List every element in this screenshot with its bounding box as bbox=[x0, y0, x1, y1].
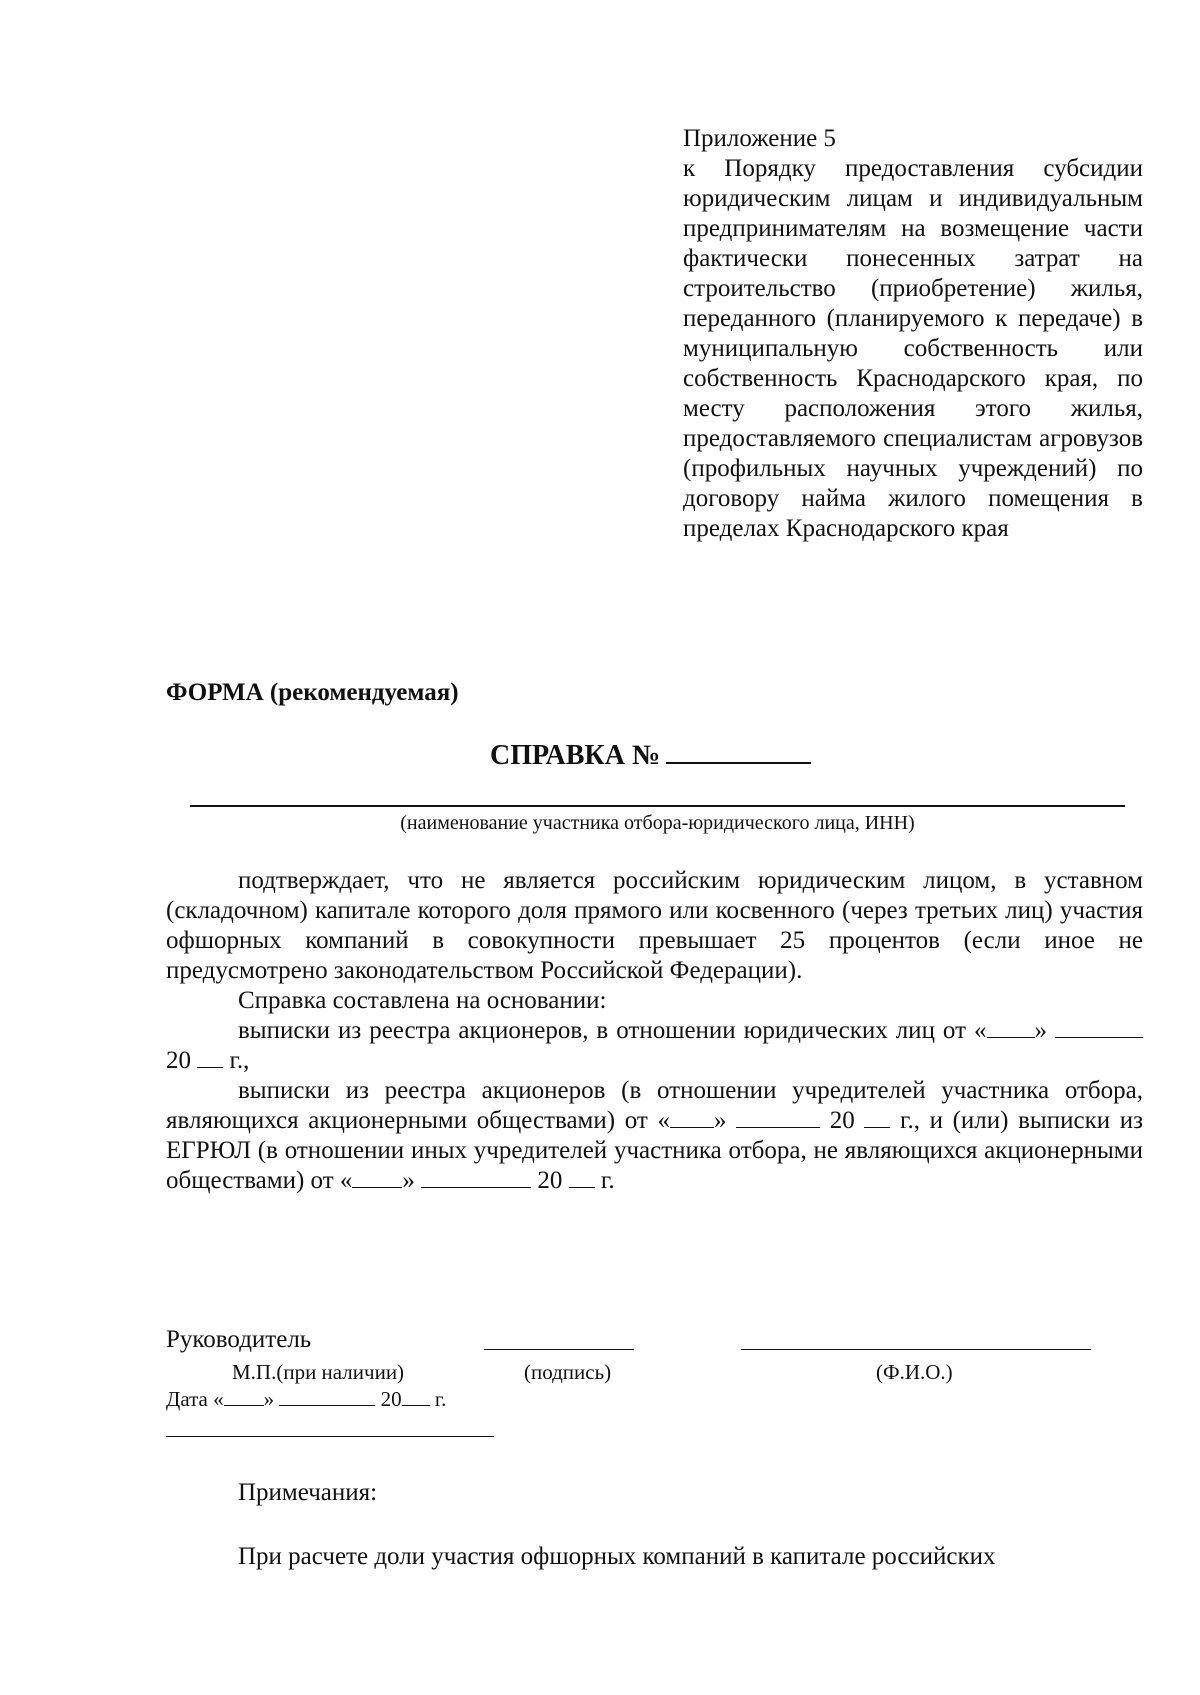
registry-text-b: » bbox=[1034, 1017, 1048, 1044]
signature-caption: (подпись) bbox=[524, 1360, 612, 1384]
registry-text-d: г., bbox=[229, 1047, 250, 1074]
number-blank bbox=[666, 740, 811, 764]
stamp-caption: М.П.(при наличии) bbox=[232, 1360, 405, 1384]
year-blank bbox=[197, 1047, 223, 1068]
founders-text-d: г., и (или) выписки из ЕГРЮЛ (в отношении иных учредителей участника отбора, не являющихся акционерными обществами) от « bbox=[166, 1107, 1144, 1194]
founders-text-b: » bbox=[713, 1107, 727, 1134]
day-blank bbox=[670, 1107, 714, 1128]
notes-text: При расчете доли участия офшорных компаний в капитале российских bbox=[238, 1543, 996, 1570]
year-blank bbox=[569, 1167, 595, 1188]
paragraph-registry-extract bbox=[166, 1016, 1143, 1076]
month-blank bbox=[279, 1388, 375, 1406]
org-name-caption: (наименование участника отбора-юридического лица, ИНН) bbox=[400, 812, 915, 834]
form-label: ФОРМА (рекомендуемая) bbox=[166, 679, 459, 706]
bottom-line bbox=[166, 1436, 494, 1437]
org-name-line bbox=[190, 805, 1125, 807]
appendix-block bbox=[683, 124, 1143, 544]
registry-text-c: 20 bbox=[166, 1047, 191, 1074]
date-text-a: Дата « bbox=[166, 1387, 224, 1411]
main-text bbox=[166, 866, 1143, 1196]
founders-text-a: выписки из реестра акционеров (в отношении учредителей участника отбора, являющихся акционерными обществами) от « bbox=[166, 1077, 1143, 1134]
fio-caption: (Ф.И.О.) bbox=[876, 1360, 953, 1384]
founders-text-g: г. bbox=[600, 1167, 615, 1194]
document-title bbox=[490, 740, 811, 771]
signature-role: Руководитель bbox=[166, 1326, 312, 1353]
month-blank bbox=[1055, 1017, 1143, 1038]
founders-text-c: 20 bbox=[829, 1107, 855, 1134]
month-blank bbox=[736, 1107, 820, 1128]
founders-text-f: 20 bbox=[537, 1167, 563, 1194]
signature-line bbox=[484, 1349, 634, 1350]
paragraph-founders-extract bbox=[166, 1076, 1143, 1196]
date-field bbox=[166, 1384, 446, 1414]
registry-text-a: выписки из реестра акционеров, в отношении юридических лиц от « bbox=[238, 1017, 987, 1044]
date-text-b: » bbox=[263, 1387, 275, 1411]
appendix-title: Приложение 5 bbox=[683, 125, 836, 152]
month-blank bbox=[421, 1167, 531, 1188]
date-text-d: г. bbox=[434, 1387, 447, 1411]
day-blank bbox=[352, 1167, 402, 1188]
date-text-c: 20 bbox=[380, 1387, 402, 1411]
paragraph-basis: Справка составлена на основании: bbox=[238, 987, 607, 1014]
day-blank bbox=[987, 1017, 1035, 1038]
paragraph-confirmation: подтверждает, что не является российским юридическим лицом, в уставном (складочном) капитале которого доля прямого или косвенного (через третьих лиц) участия офшорных компаний в совокупности превышает 25 процентов (если иное не предусмотрено законодательством Российской Федерации). bbox=[166, 867, 1143, 984]
day-blank bbox=[224, 1388, 264, 1406]
appendix-text: к Порядку предоставления субсидии юридическим лицам и индивидуальным предпринимателям на возмещение части фактически понесенных затрат на строительство (приобретение) жилья, переданного (планируемого к передаче) в муниципальную собственность или собственность Краснодарского края, по месту расположения этого жилья, предоставляемого специалистам агровузов (профильных научных учреждений) по договору найма жилого помещения в пределах Краснодарского края bbox=[683, 155, 1143, 542]
document-title-text: СПРАВКА № bbox=[490, 740, 661, 771]
signature-block bbox=[166, 1325, 1143, 1435]
fio-line bbox=[741, 1349, 1091, 1350]
founders-text-e: » bbox=[402, 1167, 415, 1194]
year-blank bbox=[402, 1388, 430, 1406]
notes-title: Примечания: bbox=[238, 1479, 378, 1506]
year-blank bbox=[864, 1107, 890, 1128]
